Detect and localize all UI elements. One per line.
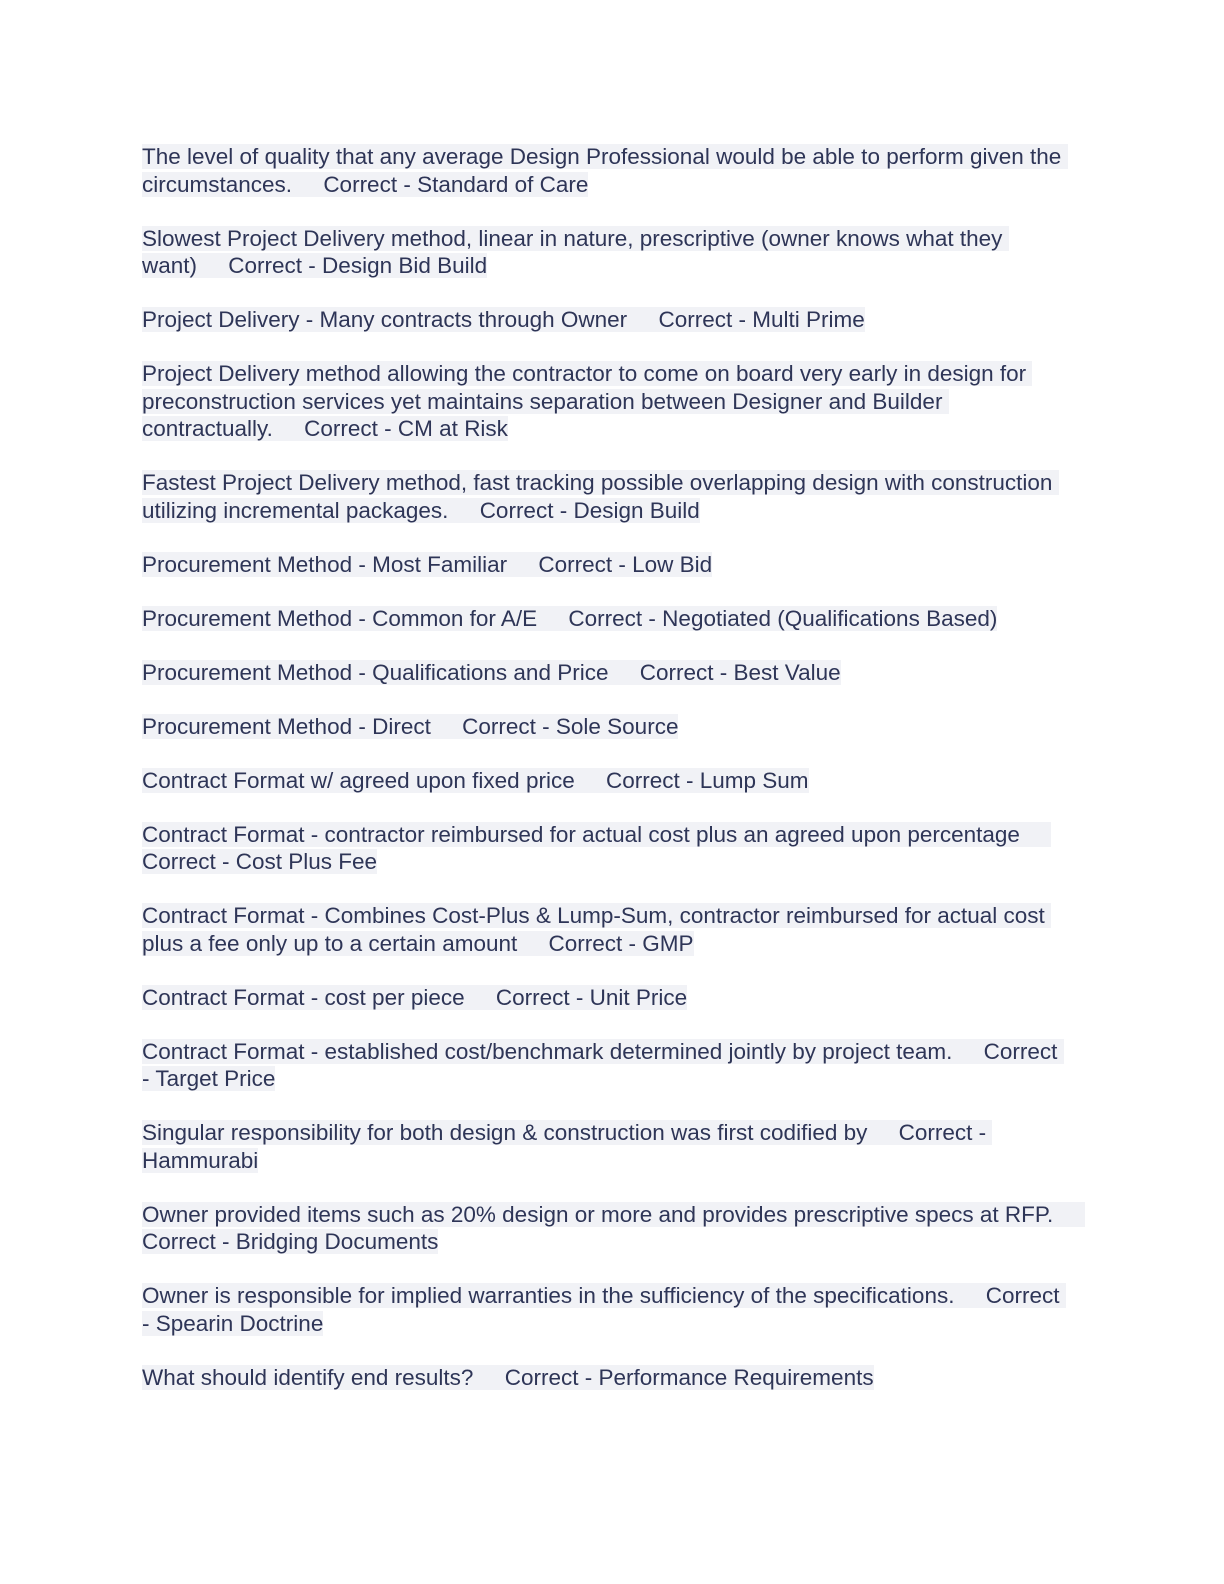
qa-line [142, 552, 712, 577]
qa-line [142, 144, 1068, 197]
question-text: Procurement Method - Common for A/E [142, 605, 538, 631]
answer-text: Correct - Design Bid Build [228, 253, 488, 278]
qa-line [142, 822, 1051, 875]
question-text: Project Delivery method allowing the contractor to come on board very early in design for preconstruction services yet maintains separation between Designer and Builder contractually. [142, 361, 1033, 441]
qa-item [142, 659, 1062, 687]
question-text: Procurement Method - Direct [142, 713, 431, 739]
answer-text: Correct - Spearin Doctrine [142, 1283, 1066, 1336]
qa-line [142, 714, 678, 739]
question-text: Singular responsibility for both design & construction was first codified by [142, 1120, 868, 1145]
qa-item [142, 225, 1062, 280]
question-text: Owner provided items such as 20% design or more and provides prescriptive specs at RFP. [142, 1201, 1054, 1227]
qa-list [142, 143, 1068, 1418]
question-text: Contract Format - cost per piece [142, 984, 465, 1010]
answer-text: Correct - GMP [548, 930, 694, 956]
qa-line [142, 1283, 1066, 1336]
qa-item [142, 984, 1062, 1012]
answer-text: Correct - Best Value [639, 659, 841, 685]
qa-item [142, 306, 1062, 334]
question-text: Contract Format - Combines Cost-Plus & Lump-Sum, contractor reimbursed for actual cost plus a fee only up to a certain amount [142, 903, 1052, 956]
answer-text: Correct - Standard of Care [323, 171, 589, 197]
answer-text: Correct - Cost Plus Fee [142, 849, 378, 874]
qa-line [142, 985, 687, 1010]
question-text: Owner is responsible for implied warranties in the sufficiency of the specifications. [142, 1283, 955, 1308]
question-text: Procurement Method - Most Familiar [142, 551, 508, 577]
answer-text: Correct - Sole Source [462, 713, 679, 739]
answer-text: Correct - Design Build [479, 497, 700, 523]
qa-line [142, 606, 997, 631]
question-text: What should identify end results? [142, 1364, 474, 1390]
qa-line [142, 1202, 1085, 1255]
question-text: Slowest Project Delivery method, linear in nature, prescriptive (owner knows what they want) [142, 225, 1009, 278]
qa-line [142, 903, 1051, 956]
qa-item [142, 143, 1068, 198]
question-text: The level of quality that any average Design Professional would be able to perform given the circumstances. [142, 144, 1068, 197]
question-text: Procurement Method - Qualifications and Price [142, 659, 609, 685]
qa-line [142, 768, 809, 793]
answer-text: Correct - Target Price [142, 1038, 1064, 1091]
qa-line [142, 226, 1009, 279]
answer-text: Correct - Hammurabi [142, 1120, 993, 1173]
question-text: Contract Format w/ agreed upon fixed price [142, 767, 575, 793]
qa-line [142, 1039, 1064, 1092]
qa-item [142, 1201, 1062, 1256]
qa-line [142, 307, 865, 332]
qa-item [142, 1282, 1066, 1337]
answer-text: Correct - Multi Prime [658, 307, 865, 332]
qa-item [142, 605, 1062, 633]
question-text: Fastest Project Delivery method, fast tracking possible overlapping design with construction utilizing incremental packages. [142, 470, 1059, 523]
qa-line [142, 660, 841, 685]
qa-item [142, 1364, 1062, 1392]
qa-item [142, 767, 1062, 795]
answer-text: Correct - Lump Sum [605, 767, 809, 793]
question-text: Project Delivery - Many contracts through Owner [142, 307, 628, 332]
qa-item [142, 360, 1062, 443]
qa-item [142, 902, 1062, 957]
qa-item [142, 1119, 1062, 1174]
answer-text: Correct - Low Bid [538, 551, 713, 577]
qa-item [142, 713, 1062, 741]
qa-line [142, 470, 1059, 523]
question-text: Contract Format - established cost/benchmark determined jointly by project team. [142, 1038, 953, 1064]
answer-text: Correct - Unit Price [495, 984, 688, 1010]
qa-line [142, 361, 1032, 441]
qa-item [142, 821, 1062, 876]
question-text: Contract Format - contractor reimbursed for actual cost plus an agreed upon percentage [142, 821, 1020, 847]
answer-text: Correct - Negotiated (Qualifications Based) [568, 605, 998, 631]
qa-line [142, 1120, 992, 1173]
answer-text: Correct - Performance Requirements [504, 1364, 874, 1390]
answer-text: Correct - CM at Risk [304, 416, 508, 441]
answer-text: Correct - Bridging Documents [142, 1229, 439, 1254]
qa-line [142, 1365, 874, 1390]
qa-item [142, 551, 1062, 579]
qa-item [142, 1038, 1062, 1093]
qa-item [142, 469, 1062, 524]
